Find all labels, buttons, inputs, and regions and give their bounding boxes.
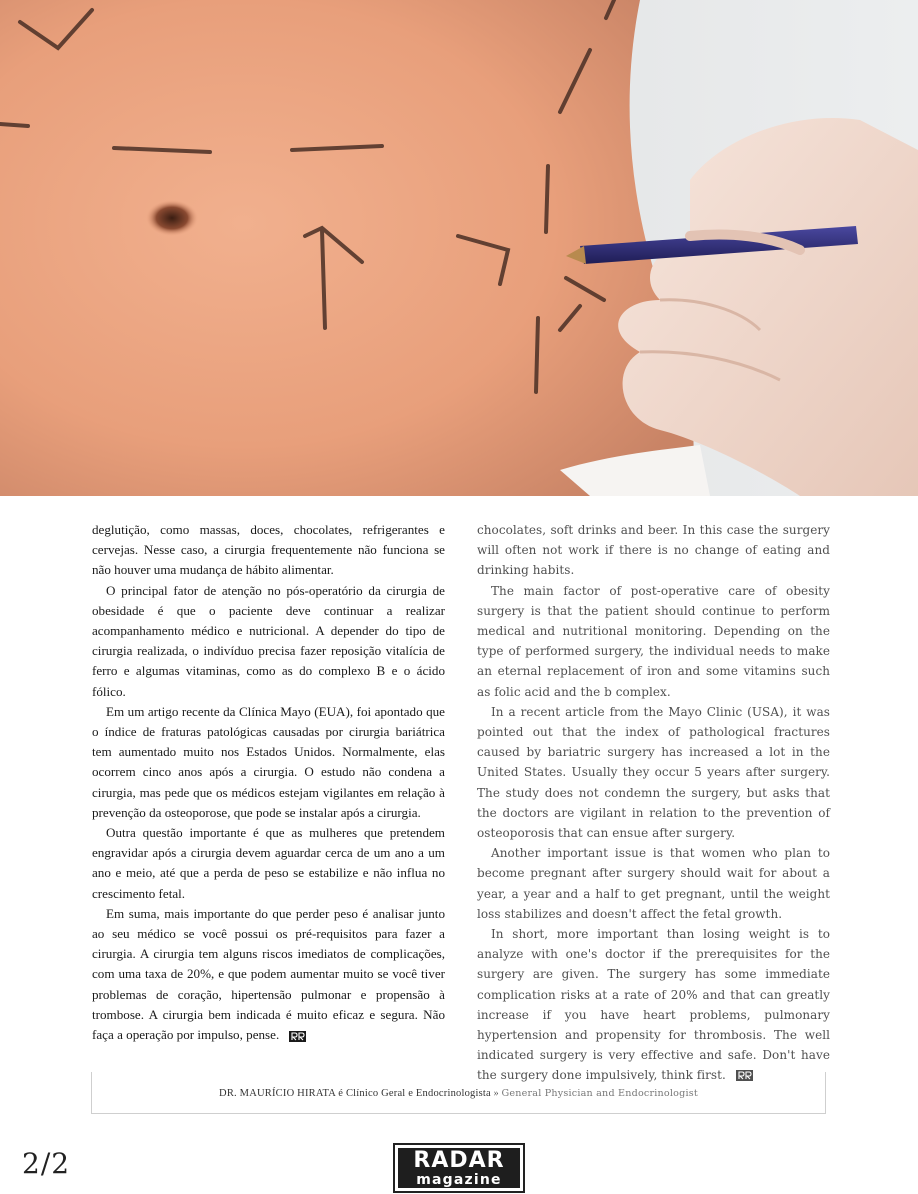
en-paragraph: Another important issue is that women who plan to become pregnant after surgery should wait for about a year, a year and a half to get pregnant, until the weight loss stabilizes and doesn't affect the fetal growth. xyxy=(477,846,830,921)
author-credit xyxy=(92,1088,825,1099)
end-mark-icon xyxy=(289,1031,306,1042)
author-credit-portuguese: DR. MAURÍCIO HIRATA é Clínico Geral e Endocrinologista xyxy=(219,1088,491,1099)
pt-paragraph: O principal fator de atenção no pós-operatório da cirurgia de obesidade é que o paciente deve continuar a realizar acompanhamento médico e nutricional. A depender do tipo de cirurgia realizada, o indivíduo precisa fazer reposição vitalícia de ferro e algumas vitaminas, como as do complexo B e o ácido fólico. xyxy=(92,582,445,699)
en-paragraph-text: In short, more important than losing weight is to analyze with one's doctor if the prerequisites for the surgery are given. The surgery has some immediate complication risks at a rate of 20% and that can greatly increase if you have heart problems, pulmonary hypertension and propensity for thrombosis. The well indicated surgery is very effective and safe. Don't have the surgery done impulsively, think first. xyxy=(477,927,830,1083)
en-paragraph: The main factor of post-operative care of obesity surgery is that the patient should continue to perform medical and nutritional monitoring. Depending on the type of performed surgery, the individual needs to make an eternal replacement of iron and some vitamins such as folic acid and the b complex. xyxy=(477,583,830,699)
pt-paragraph-last xyxy=(92,904,445,1045)
logo-background xyxy=(398,1148,520,1188)
logo-subtitle: magazine xyxy=(416,1172,502,1188)
article-column-english xyxy=(477,520,830,1086)
logo-title: RADAR xyxy=(413,1148,505,1173)
radar-magazine-logo xyxy=(393,1143,525,1193)
surgery-marking-photo xyxy=(0,0,918,496)
pt-paragraph: deglutição, como massas, doces, chocolates, refrigerantes e cervejas. Nesse caso, a cirurgia frequentemente não funciona se não houver uma mudança de hábito alimentar. xyxy=(92,522,445,578)
pt-paragraph: Em um artigo recente da Clínica Mayo (EUA), foi apontado que o índice de fraturas patológicas causadas por cirurgia bariátrica tem aumentado muito nos Estados Unidos. Normalmente, elas ocorrem cinco anos após a cirurgia. O estudo não condena a cirurgia, mas pede que os médicos estejam vigilantes em relação à prevenção da osteoporose, que pode se instalar após a cirurgia. xyxy=(92,703,445,820)
pt-paragraph-text: Em suma, mais importante do que perder peso é analisar junto ao seu médico se você possui os pré-requisitos para fazer a cirurgia. A cirurgia tem alguns riscos imediatos de complicações, com uma taxa de 20%, e que podem aumentar muito se você tiver problemas de coração, hipertensão pulmonar e propensão à trombose. A cirurgia bem indicada é muito eficaz e segura. Não faça a operação por impulso, pense. xyxy=(92,905,445,1043)
en-paragraph: chocolates, soft drinks and beer. In this case the surgery will often not work if there is no change of eating and drinking habits. xyxy=(477,523,830,578)
author-credit-separator: » xyxy=(493,1088,499,1099)
article-column-portuguese xyxy=(92,520,445,1045)
en-paragraph-last xyxy=(477,924,830,1086)
en-paragraph: In a recent article from the Mayo Clinic (USA), it was pointed out that the index of pathological fractures caused by bariatric surgery has increased a lot in the United States. Usually they occur 5 years after surgery. The study does not condemn the surgery, but asks that the doctors are vigilant in relation to the prevention of osteoporosis that can ensue after surgery. xyxy=(477,704,830,841)
author-credit-english: General Physician and Endocrinologist xyxy=(501,1088,698,1099)
pt-paragraph: Outra questão importante é que as mulheres que pretendem engravidar após a cirurgia devem aguardar cerca de um ano a um ano e meio, até que a perda de peso se estabilize e não influa no crescimento fetal. xyxy=(92,825,445,901)
page-number: 2/2 xyxy=(22,1147,71,1180)
author-credit-box xyxy=(91,1072,826,1114)
